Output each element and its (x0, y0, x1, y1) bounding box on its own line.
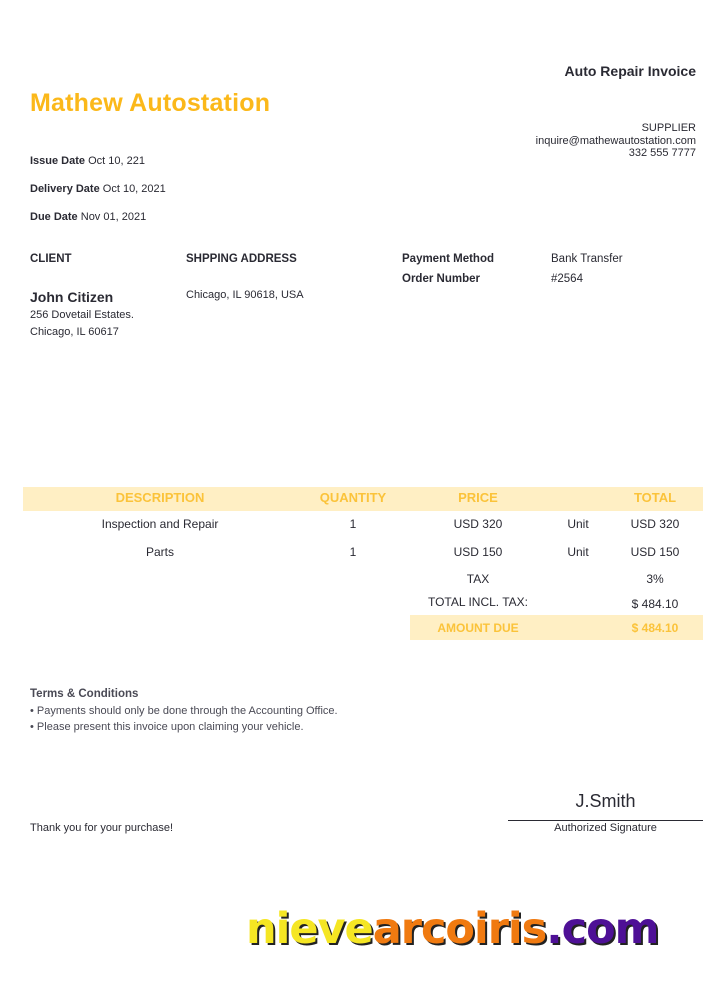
row-description: Parts (145, 545, 174, 559)
payment-method-label: Payment Method (402, 253, 495, 265)
watermark-part3: .com (546, 904, 659, 954)
thank-you-message: Thank you for your purchase! (30, 822, 174, 834)
client-name: John Citizen (30, 289, 114, 305)
column-header-quantity: QUANTITY (319, 490, 387, 505)
due-date-label: Due Date (30, 211, 78, 223)
order-number-value: #2564 (551, 273, 583, 285)
row-price: USD 150 (453, 545, 503, 559)
watermark-logo (246, 904, 658, 954)
company-name: Mathew Autostation (30, 89, 271, 117)
terms-item-text: Please present this invoice upon claiming your vehicle. (36, 721, 304, 733)
supplier-block (536, 122, 696, 160)
terms-item (30, 705, 338, 717)
client-address (30, 307, 134, 341)
issue-date-value: Oct 10, 221 (88, 155, 145, 167)
client-address-line1: 256 Dovetail Estates. (30, 309, 134, 321)
client-label: CLIENT (30, 253, 72, 265)
tax-value: 3% (646, 572, 664, 586)
supplier-label: SUPPLIER (641, 122, 696, 134)
terms-title: Terms & Conditions (30, 688, 139, 700)
shipping-label: SHPPING ADDRESS (186, 253, 297, 265)
delivery-date-value: Oct 10, 2021 (102, 183, 166, 195)
signature-name: J.Smith (575, 791, 636, 811)
supplier-phone: 332 555 7777 (628, 147, 696, 159)
due-date-value: Nov 01, 2021 (80, 211, 147, 223)
signature-label: Authorized Signature (554, 822, 657, 834)
total-incl-tax-value: $ 484.10 (631, 597, 679, 611)
watermark-part1: nieve (246, 904, 373, 954)
row-quantity: 1 (349, 545, 357, 559)
row-unit: Unit (567, 517, 589, 531)
column-header-total: TOTAL (633, 490, 677, 505)
supplier-email: inquire@mathewautostation.com (535, 134, 696, 147)
issue-date (30, 155, 145, 167)
shipping-address: Chicago, IL 90618, USA (186, 289, 304, 301)
delivery-date (30, 183, 166, 195)
delivery-date-label: Delivery Date (30, 183, 100, 195)
document-title: Auto Repair Invoice (564, 63, 696, 79)
watermark-part2: arcoiris (372, 904, 547, 954)
column-header-price: PRICE (458, 490, 498, 505)
row-total: USD 150 (630, 545, 680, 559)
terms-item-text: Payments should only be done through the Accounting Office. (36, 705, 338, 717)
column-header-description: DESCRIPTION (115, 490, 205, 505)
row-price: USD 320 (453, 517, 503, 531)
amount-due-label: AMOUNT DUE (437, 621, 519, 635)
tax-label: TAX (466, 572, 490, 586)
row-unit: Unit (567, 545, 589, 559)
terms-item (30, 721, 304, 733)
issue-date-label: Issue Date (30, 155, 86, 167)
client-address-line2: Chicago, IL 60617 (30, 326, 119, 338)
signature-line (508, 820, 703, 821)
bullet: • (30, 721, 34, 733)
total-incl-tax-label: TOTAL INCL. TAX: (427, 595, 529, 609)
amount-due-value: $ 484.10 (631, 621, 679, 635)
bullet: • (30, 705, 34, 717)
due-date (30, 211, 146, 223)
row-description: Inspection and Repair (101, 517, 219, 531)
order-number-label: Order Number (402, 273, 480, 285)
payment-method-value: Bank Transfer (551, 253, 623, 265)
row-quantity: 1 (349, 517, 357, 531)
row-total: USD 320 (630, 517, 680, 531)
